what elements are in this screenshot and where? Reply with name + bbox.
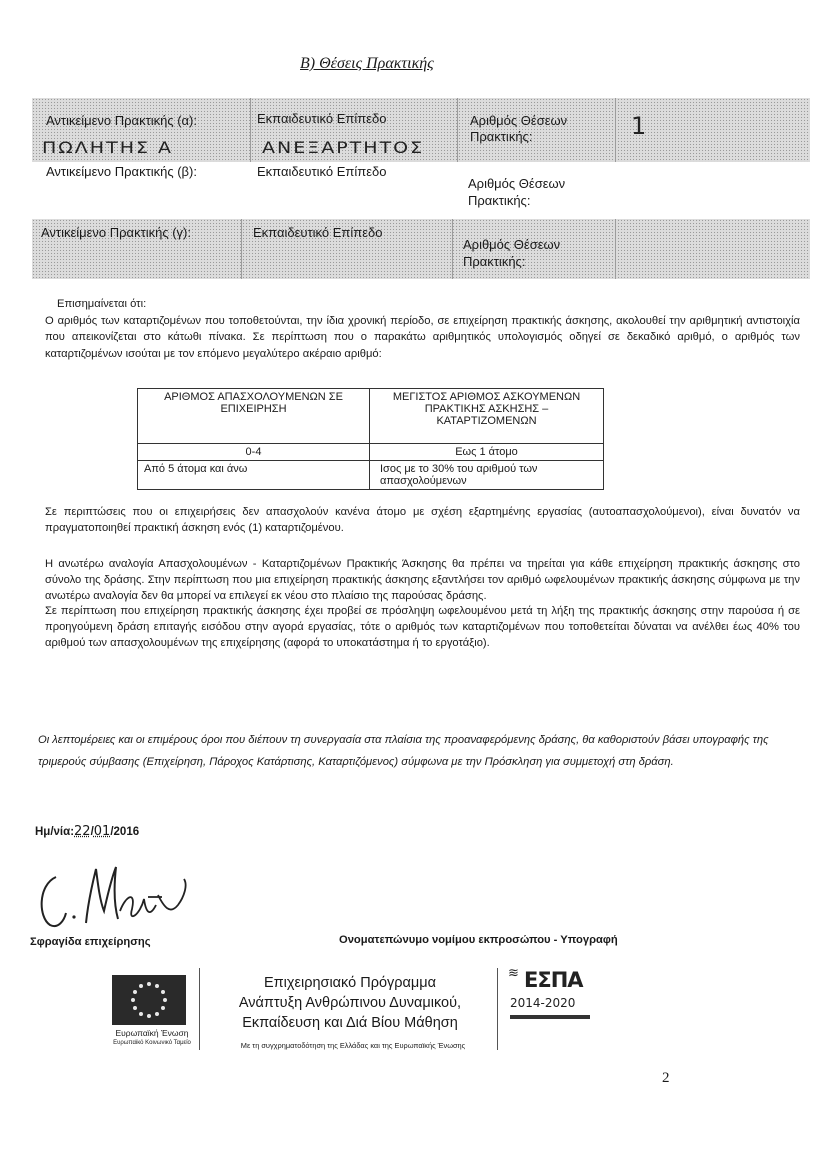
program-title [210,973,490,1033]
positions-label-b-line1: Αριθμός Θέσεων [468,176,566,191]
cofunding-note: Με τη συγχρηματοδότηση της Ελλάδας και της Ευρωπαϊκής Ένωσης [240,1041,466,1050]
stamp-label: Σφραγίδα επιχείρησης [30,936,151,948]
table-header-cell: ΑΡΙΘΜΟΣ ΑΠΑΣΧΟΛΟΥΜΕΝΩΝ ΣΕ ΕΠΙΧΕΙΡΗΣΗ [138,389,370,444]
eu-caption [102,1028,202,1048]
table-header-row [138,389,604,444]
table-row [138,444,604,461]
section-title: Β) Θέσεις Πρακτικής [300,55,434,72]
eu-caption-title: Ευρωπαϊκή Ένωση [115,1028,189,1038]
signature-image [28,855,198,935]
ratio-table [137,388,604,490]
handwritten-positions: 1 [631,112,647,140]
date-month: 01 [93,824,111,839]
note-block [45,296,800,362]
hiring-text: Σε περίπτωση που επιχείρηση πρακτικής άσκησης έχει προβεί σε πρόσληψη ωφελουμένου μετά τη λήξη της πρακτικής άσκησης στην παρούσα ή σε προηγούμενη δράση επιταγής εισόδου στην αγορά εργασίας, τότε ο αριθμός των καταρτιζομένων που τοποθετείται δύναται να ανέλθει έως 40% του αριθμού των απασχολουμένων της επιχείρησης (αφορά το υποκατάστημα ή το εργοτάξιο). [45,605,800,649]
ratio-text: Η ανωτέρω αναλογία Απασχολουμένων - Καταρτιζομένων Πρακτικής Άσκησης θα πρέπει να τηρείται για κάθε επιχείρηση πρακτικής άσκησης στο σύνολο της δράσης. Στην περίπτωση που μια επιχείρηση πρακτικής άσκησης εξαντλήσει τον αριθμό ωφελουμένων πρακτικής άσκησης σύμφωνα με την ανωτέρω αναλογία δεν θα μπορεί να επιλεγεί εκ νέου στο πλαίσιο της παρούσας δράσης. [45,558,800,602]
eu-flag-icon [112,975,186,1025]
espa-underline [510,1015,590,1019]
table-cell: 0-4 [138,444,370,461]
practice-label-b: Αντικείμενο Πρακτικής (β): [46,164,197,179]
education-level-label-b: Εκπαιδευτικό Επίπεδο [257,164,387,179]
positions-label-a-line2: Πρακτικής: [470,129,533,144]
education-level-label-c: Εκπαιδευτικό Επίπεδο [253,225,383,240]
table-cell: Από 5 άτομα και άνω [138,461,370,490]
note-text: Ο αριθμός των καταρτιζομένων που τοποθετούνται, την ίδια χρονική περίοδο, σε επιχείρηση πρακτικής άσκησης, ακολουθεί την αριθμητική αντιστοιχία που απεικονίζεται στο κάτωθι πίνακα. Σε περίπτωση που ο παρακάτω αριθμητικός υπολογισμός οδηγεί σε δεκαδικό αριθμό, ο αριθμός των καταρτιζομένων ισούται με τον επόμενο μεγαλύτερο ακέραιο αριθμό: [45,314,800,360]
espa-stripes-icon: ≋ [508,966,519,981]
self-employed-paragraph [45,505,800,537]
table-row [138,461,604,490]
table-header-cell: ΜΕΓΙΣΤΟΣ ΑΡΙΘΜΟΣ ΑΣΚΟΥΜΕΝΩΝ ΠΡΑΚΤΙΚΗΣ ΑΣΚΗΣΗΣ – ΚΑΤΑΡΤΙΖΟΜΕΝΩΝ [370,389,604,444]
positions-label-b-line2: Πρακτικής: [468,193,531,208]
espa-years: 2014-2020 [510,996,576,1010]
program-line: Ανάπτυξη Ανθρώπινου Δυναμικού, [238,995,462,1011]
note-heading: Επισημαίνεται ότι: [57,298,147,310]
date-label: Ημ/νία: [35,826,75,838]
date-year: 2016 [113,826,140,838]
handwritten-subject: ΠΩΛΗΤΗΣ Α [42,138,174,158]
espa-logo [508,968,593,1028]
program-line: Εκπαίδευση και Διά Βίου Μάθηση [242,1015,458,1031]
table-cell: Εως 1 άτομο [370,444,604,461]
signature-label: Ονοματεπώνυμο νομίμου εκπροσώπου - Υπογραφή [339,934,618,946]
page-number: 2 [662,1070,670,1086]
footer-divider-left [199,968,200,1050]
espa-name: ΕΣΠΑ [524,968,583,992]
program-line: Επιχειρησιακό Πρόγραμμα [264,975,436,991]
education-level-label-a: Εκπαιδευτικό Επίπεδο [257,111,387,126]
footer-divider-right [497,968,498,1050]
eu-caption-fund: Ευρωπαϊκό Κοινωνικό Ταμείο [113,1040,191,1046]
ratio-paragraph [45,557,800,652]
date-day: 22 [74,824,91,839]
practice-label-c: Αντικείμενο Πρακτικής (γ): [41,225,191,240]
positions-label-a-line1: Αριθμός Θέσεων [470,113,568,128]
positions-label-c-line1: Αριθμός Θέσεων [463,237,561,252]
table-cell: Ισος με το 30% του αριθμού των απασχολούμενων [370,461,604,490]
handwritten-level: ΑΝΕΞΑΡΤΗΤΟΣ [262,138,425,158]
practice-label-a: Αντικείμενο Πρακτικής (α): [46,113,197,128]
self-employed-text: Σε περιπτώσεις που οι επιχειρήσεις δεν απασχολούν κανένα άτομο με σχέση εξαρτημένης εργασίας (αυτοαπασχολούμενοι), είναι δυνατόν να πραγματοποιηθεί πρακτική άσκηση ενός (1) καταρτιζομένου. [45,506,800,534]
terms-paragraph: Οι λεπτομέρειες και οι επιμέρους όροι που διέπουν τη συνεργασία στα πλαίσια της προαναφερόμενης δράσης, θα καθοριστούν βάσει υπογραφής της τριμερούς σύμβασης (Επιχείρηση, Πάροχος Κατάρτισης, Καταρτιζόμενος) σύμφωνα με την Πρόσκληση για συμμετοχή στη δράση. [38,734,769,768]
positions-label-c-line2: Πρακτικής: [463,254,526,269]
date-field: Ημ/νία:22/01/2016 [35,824,140,839]
